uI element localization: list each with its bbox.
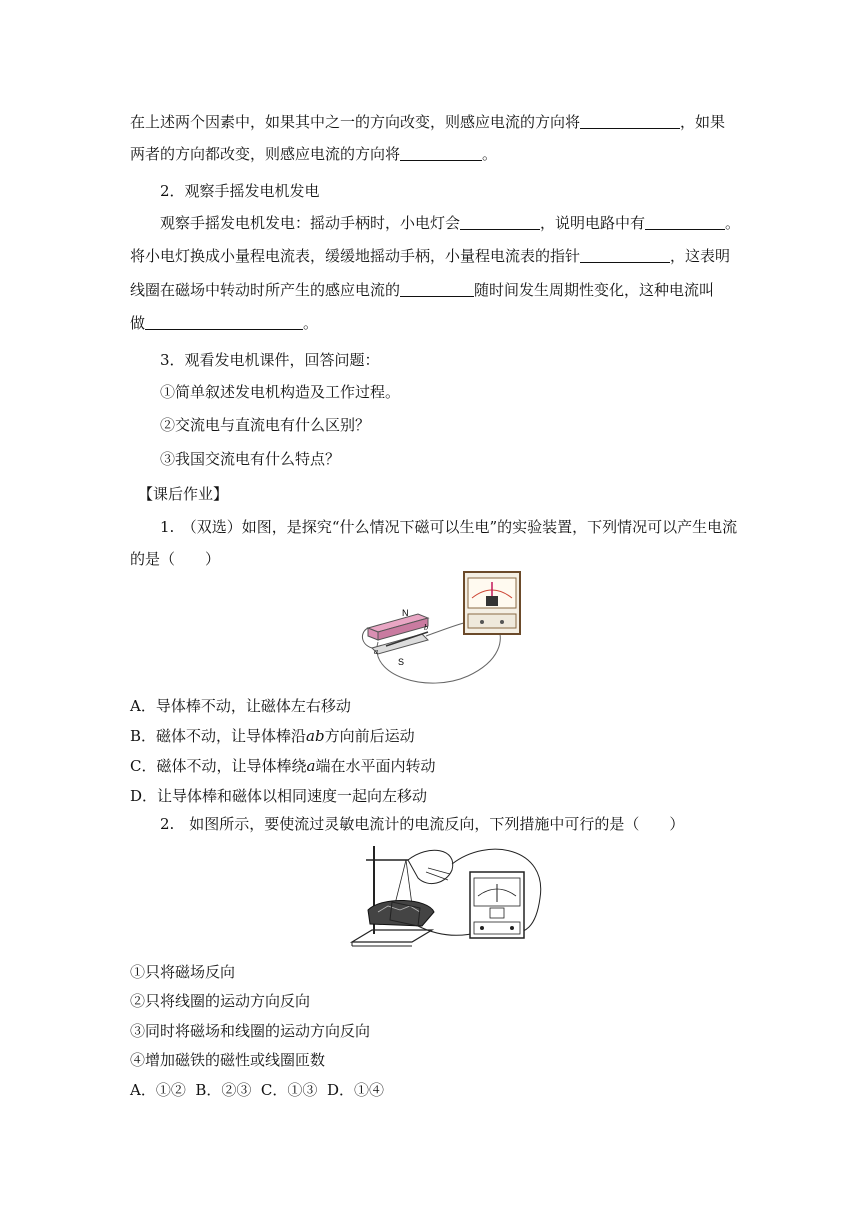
measure-item-4: ④增加磁铁的磁性或线圈匝数 xyxy=(130,1051,326,1069)
measure-item-1: ①只将磁场反向 xyxy=(130,963,236,981)
text: a xyxy=(306,757,316,775)
point-b-label: b xyxy=(424,623,428,632)
paragraph-line xyxy=(130,313,318,333)
answer-blank[interactable] xyxy=(580,112,680,129)
measure-item-2: ②只将线圈的运动方向反向 xyxy=(130,992,311,1010)
text: ，这表明 xyxy=(670,247,731,265)
answer-blank[interactable] xyxy=(645,213,725,230)
answer-blank[interactable] xyxy=(400,144,482,161)
question-1-stem: 1. （双选）如图，是探究“什么情况下磁可以生电”的实验装置，下列情况可以产生电流 xyxy=(160,518,738,536)
measure-item-3: ③同时将磁场和线圈的运动方向反向 xyxy=(130,1022,371,1040)
experiment-figure-1 xyxy=(358,568,526,692)
text: B．磁体不动，让导体棒沿 xyxy=(130,727,307,745)
paragraph-line xyxy=(130,246,730,266)
question-item: ③我国交流电有什么特点？ xyxy=(160,450,341,468)
text: ，说明电路中有 xyxy=(540,214,646,232)
option-a[interactable]: A．导体棒不动，让磁体左右移动 xyxy=(130,697,351,715)
text: 线圈在磁场中转动时所产生的感应电流的 xyxy=(130,281,401,299)
text: 将小电灯换成小量程电流表，缓缓地摇动手柄，小量程电流表的指针 xyxy=(130,247,581,265)
text: 端在水平面内转动 xyxy=(315,757,436,775)
answer-blank[interactable] xyxy=(400,280,474,297)
text: 在上述两个因素中，如果其中之一的方向改变，则感应电流的方向将 xyxy=(130,113,581,131)
text: ab xyxy=(306,727,325,745)
text: 方向前后运动 xyxy=(324,727,415,745)
paragraph-line xyxy=(130,280,714,300)
question-1-stem-cont: 的是（ ） xyxy=(130,550,221,568)
section-heading: 3．观看发电机课件，回答问题： xyxy=(160,351,380,369)
text: ，如果 xyxy=(680,113,726,131)
text: 。 xyxy=(303,314,319,332)
answer-blank[interactable] xyxy=(460,213,540,230)
magnet-s-label: S xyxy=(398,657,405,667)
option-d[interactable]: D．让导体棒和磁体以相同速度一起向左移动 xyxy=(130,787,428,805)
answer-blank[interactable] xyxy=(580,246,670,263)
answer-options[interactable]: A．①② B．②③ C．①③ D．①④ xyxy=(130,1081,384,1099)
experiment-figure-2 xyxy=(348,838,548,950)
option-c[interactable] xyxy=(130,756,435,776)
option-b[interactable] xyxy=(130,726,415,746)
question-item: ①简单叙述发电机构造及工作过程。 xyxy=(160,383,401,401)
text: 。 xyxy=(482,145,498,163)
text: 观察手摇发电机发电：摇动手柄时，小电灯会 xyxy=(160,214,461,232)
text: 做 xyxy=(130,314,146,332)
question-2-stem: 2. 如图所示，要使流过灵敏电流计的电流反向，下列措施中可行的是（ ） xyxy=(160,815,685,833)
homework-title: 【课后作业】 xyxy=(138,485,229,503)
answer-blank[interactable] xyxy=(145,313,303,330)
magnet-n-label: N xyxy=(402,608,409,618)
text: 。 xyxy=(725,214,741,232)
point-a-label: a xyxy=(374,647,378,656)
paragraph-line xyxy=(130,112,725,132)
paragraph-line xyxy=(160,213,740,233)
text: 两者的方向都改变，则感应电流的方向将 xyxy=(130,145,401,163)
text: C．磁体不动，让导体棒绕 xyxy=(130,757,307,775)
question-item: ②交流电与直流电有什么区别？ xyxy=(160,416,371,434)
text: 随时间发生周期性变化，这种电流叫 xyxy=(474,281,715,299)
paragraph-line xyxy=(130,144,497,164)
section-heading: 2．观察手摇发电机发电 xyxy=(160,182,320,200)
